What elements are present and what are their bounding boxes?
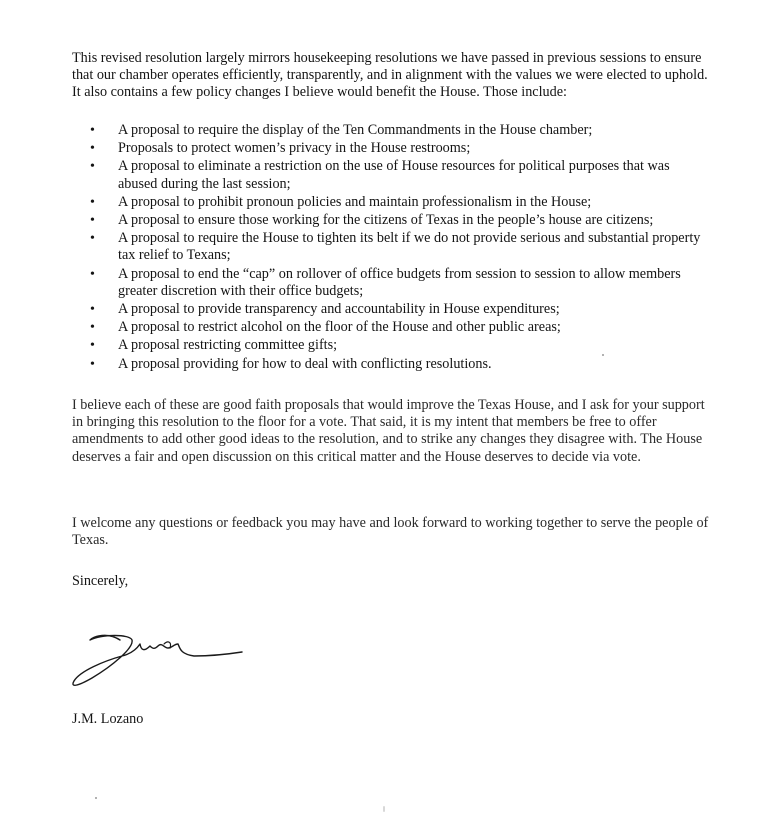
scan-speck: [95, 797, 97, 799]
bullet-icon: •: [90, 231, 95, 247]
list-item-text: A proposal to end the “cap” on rollover of office budgets from session to session to allow members greater discretion with their office budgets;: [118, 265, 681, 299]
bullet-icon: •: [90, 123, 95, 138]
list-item: [72, 356, 712, 373]
list-item-text: A proposal to eliminate a restriction on the use of House resources for political purposes that was abused during the last session;: [118, 158, 670, 192]
list-item-text: A proposal to provide transparency and accountability in House expenditures;: [118, 301, 560, 318]
closing-paragraph: I believe each of these are good faith proposals that would improve the Texas House, and I ask for your support in bringing this resolution to the floor for a vote. That said, it is my intent that members be free to offer amendments to add other good ideas to the resolution, and to strike any changes they disagree with. The House deserves a fair and open discussion on this critical matter and the House deserves to decide via vote.: [72, 397, 705, 465]
list-item: [72, 194, 712, 211]
welcome-paragraph: I welcome any questions or feedback you may have and look forward to working together to serve the people of Texas.: [72, 515, 709, 549]
bullet-icon: •: [90, 356, 95, 372]
list-item-text: A proposal to restrict alcohol on the floor of the House and other public areas;: [118, 319, 561, 336]
list-item: [72, 158, 712, 192]
intro-paragraph: This revised resolution largely mirrors housekeeping resolutions we have passed in previous sessions to ensure that our chamber operates efficiently, transparently, and in alignment with the values we were elected to uphold. It also contains a few policy changes I believe would benefit the House. Those include:: [72, 50, 708, 101]
list-item-text: A proposal to require the display of the Ten Commandments in the House chamber;: [118, 122, 593, 138]
list-item-text: Proposals to protect women’s privacy in the House restrooms;: [118, 140, 471, 157]
bullet-icon: •: [90, 141, 95, 157]
list-item: [72, 122, 712, 139]
bullet-icon: •: [90, 194, 95, 210]
list-item: [72, 140, 712, 157]
bullet-icon: •: [90, 320, 95, 336]
list-item: [72, 266, 712, 300]
list-item-text: A proposal to prohibit pronoun policies and maintain professionalism in the House;: [118, 193, 592, 210]
scan-speck: [602, 354, 604, 356]
list-item: [72, 212, 712, 229]
list-item-text: A proposal to require the House to tighten its belt if we do not provide serious and substantial property tax relief to Texans;: [118, 230, 701, 264]
salutation: Sincerely,: [72, 573, 129, 589]
list-item: [72, 301, 712, 318]
list-item-text: A proposal to ensure those working for the citizens of Texas in the people’s house are citizens;: [118, 212, 654, 229]
signer-name: J.M. Lozano: [72, 711, 144, 727]
list-item: [72, 337, 712, 354]
list-item: [72, 319, 712, 336]
signature-icon: [64, 626, 254, 691]
list-item: [72, 230, 712, 264]
scan-speck: [383, 806, 385, 812]
list-item-text: A proposal restricting committee gifts;: [118, 337, 338, 354]
proposal-list: [72, 122, 712, 374]
bullet-icon: •: [90, 338, 95, 354]
bullet-icon: •: [90, 266, 95, 282]
list-item-text: A proposal providing for how to deal with conflicting resolutions.: [118, 355, 492, 372]
bullet-icon: •: [90, 213, 95, 229]
bullet-icon: •: [90, 302, 95, 318]
bullet-icon: •: [90, 159, 95, 175]
